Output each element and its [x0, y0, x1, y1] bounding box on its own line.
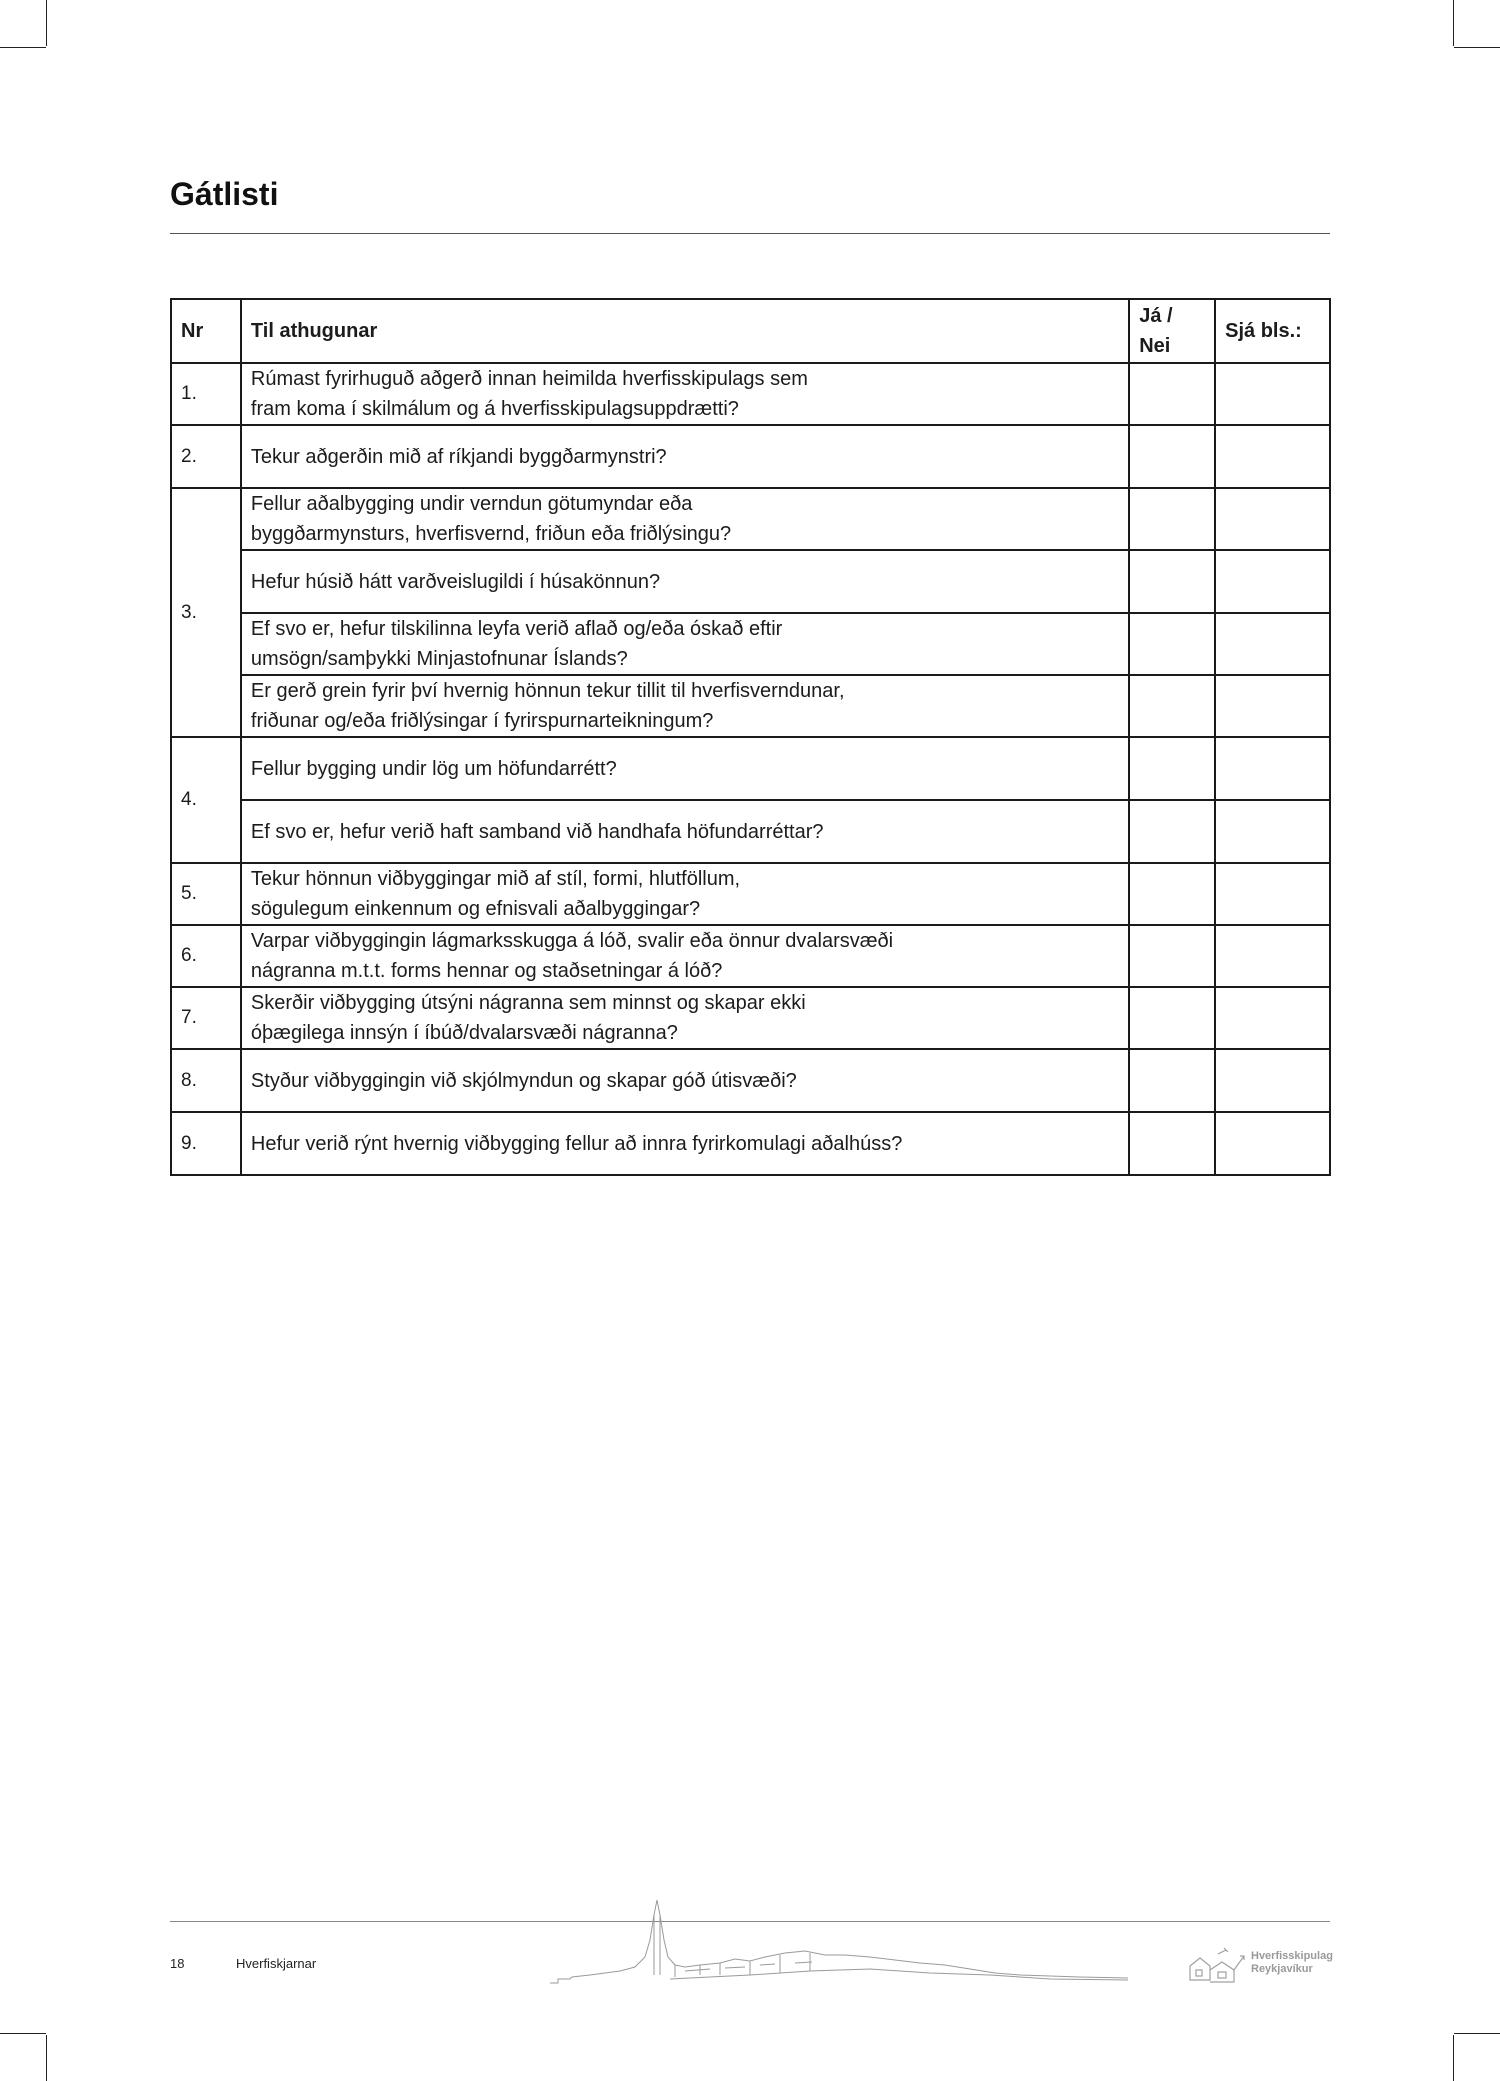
checklist-table — [170, 298, 1331, 1176]
page-number: 18 — [170, 1956, 185, 1971]
sja-bls-cell[interactable] — [1215, 425, 1330, 488]
table-row — [171, 675, 1330, 737]
table-row — [171, 550, 1330, 613]
table-row — [171, 425, 1330, 488]
item-question — [241, 550, 1129, 613]
ja-nei-cell[interactable] — [1129, 488, 1215, 550]
logo-line-1: Hverfisskipulag — [1251, 1950, 1333, 1962]
item-question — [241, 675, 1129, 737]
table-row — [171, 987, 1330, 1049]
ja-nei-cell[interactable] — [1129, 800, 1215, 863]
sja-bls-cell[interactable] — [1215, 863, 1330, 925]
sja-bls-cell[interactable] — [1215, 1049, 1330, 1112]
question-line: nágranna m.t.t. forms hennar og staðsetningar á lóð? — [250, 960, 723, 982]
question-line: byggðarmynsturs, hverfisvernd, friðun eða friðlýsingu? — [250, 523, 732, 545]
sja-bls-cell[interactable] — [1215, 800, 1330, 863]
crop-mark — [0, 47, 46, 48]
logo-line-2: Reykjavíkur — [1251, 1963, 1313, 1975]
table-row — [171, 800, 1330, 863]
item-question — [241, 1112, 1129, 1175]
header-ja-nei — [1129, 299, 1215, 363]
sja-bls-cell[interactable] — [1215, 675, 1330, 737]
item-question — [241, 737, 1129, 800]
sja-bls-cell[interactable] — [1215, 987, 1330, 1049]
question-line: Fellur aðalbygging undir verndun götumyndar eða — [250, 493, 693, 515]
item-number: 5. — [171, 863, 241, 925]
crop-mark — [1454, 47, 1500, 48]
sja-bls-cell[interactable] — [1215, 613, 1330, 675]
table-header-row — [171, 299, 1330, 363]
item-question — [241, 987, 1129, 1049]
ja-nei-cell[interactable] — [1129, 1112, 1215, 1175]
page-title: Gátlisti — [170, 176, 279, 212]
question-line: fram koma í skilmálum og á hverfisskipulagsuppdrætti? — [250, 398, 739, 420]
table-row — [171, 737, 1330, 800]
ja-nei-cell[interactable] — [1129, 925, 1215, 987]
item-number: 7. — [171, 987, 241, 1049]
question-line: Tekur aðgerðin mið af ríkjandi byggðarmynstri? — [250, 445, 667, 468]
ja-nei-cell[interactable] — [1129, 1049, 1215, 1112]
footer-section-title: Hverfiskjarnar — [236, 1956, 317, 1971]
item-question — [241, 613, 1129, 675]
item-question — [241, 800, 1129, 863]
logo-text — [1251, 1950, 1333, 1976]
question-line: Skerðir viðbygging útsýni nágranna sem minnst og skapar ekki — [250, 992, 806, 1014]
item-number: 6. — [171, 925, 241, 987]
question-line: friðunar og/eða friðlýsingar í fyrirspurnarteikningum? — [250, 710, 714, 732]
crop-mark — [46, 2035, 47, 2081]
header-til-athugunar: Til athugunar — [241, 299, 1129, 363]
item-number: 8. — [171, 1049, 241, 1112]
sja-bls-cell[interactable] — [1215, 550, 1330, 613]
question-line: Styður viðbyggingin við skjólmyndun og skapar góð útisvæði? — [250, 1069, 797, 1092]
table-row — [171, 1049, 1330, 1112]
question-line: Er gerð grein fyrir því hvernig hönnun tekur tillit til hverfisverndunar, — [250, 680, 845, 702]
question-line: Ef svo er, hefur verið haft samband við handhafa höfundarréttar? — [250, 820, 824, 843]
hverfisskipulag-logo-icon — [1188, 1946, 1248, 1984]
crop-mark — [46, 0, 47, 46]
ja-nei-cell[interactable] — [1129, 550, 1215, 613]
ja-nei-cell[interactable] — [1129, 363, 1215, 425]
crop-mark — [1453, 2035, 1454, 2081]
ja-nei-cell[interactable] — [1129, 613, 1215, 675]
item-question — [241, 425, 1129, 488]
question-line: Rúmast fyrirhuguð aðgerð innan heimilda hverfisskipulags sem — [250, 368, 808, 390]
question-line: Hefur verið rýnt hvernig viðbygging fellur að innra fyrirkomulagi aðalhúss? — [250, 1132, 903, 1155]
reykjavik-skyline-icon — [550, 1895, 1130, 1987]
table-row — [171, 1112, 1330, 1175]
sja-bls-cell[interactable] — [1215, 737, 1330, 800]
header-nr: Nr — [171, 299, 241, 363]
question-line: Ef svo er, hefur tilskilinna leyfa verið aflað og/eða óskað eftir — [250, 618, 783, 640]
header-sja-bls: Sjá bls.: — [1215, 299, 1330, 363]
table-row — [171, 863, 1330, 925]
table-row — [171, 488, 1330, 550]
item-number: 4. — [171, 737, 241, 863]
item-number: 1. — [171, 363, 241, 425]
sja-bls-cell[interactable] — [1215, 488, 1330, 550]
item-number: 9. — [171, 1112, 241, 1175]
table-row — [171, 613, 1330, 675]
table-row — [171, 925, 1330, 987]
title-divider — [170, 233, 1330, 234]
question-line: Varpar viðbyggingin lágmarksskugga á lóð, svalir eða önnur dvalarsvæði — [250, 930, 894, 952]
question-line: óþægilega innsýn í íbúð/dvalarsvæði nágranna? — [250, 1022, 678, 1044]
question-line: umsögn/samþykki Minjastofnunar Íslands? — [250, 648, 628, 670]
ja-nei-cell[interactable] — [1129, 675, 1215, 737]
ja-nei-cell[interactable] — [1129, 425, 1215, 488]
ja-nei-cell[interactable] — [1129, 863, 1215, 925]
item-question — [241, 863, 1129, 925]
item-number: 3. — [171, 488, 241, 737]
header-nei-line: Nei — [1139, 335, 1171, 357]
crop-mark — [1453, 0, 1454, 46]
sja-bls-cell[interactable] — [1215, 1112, 1330, 1175]
header-ja-line: Já / — [1139, 305, 1173, 327]
table-row — [171, 363, 1330, 425]
crop-mark — [0, 2033, 46, 2034]
item-question — [241, 925, 1129, 987]
sja-bls-cell[interactable] — [1215, 925, 1330, 987]
item-number: 2. — [171, 425, 241, 488]
sja-bls-cell[interactable] — [1215, 363, 1330, 425]
item-question — [241, 363, 1129, 425]
ja-nei-cell[interactable] — [1129, 987, 1215, 1049]
item-question — [241, 1049, 1129, 1112]
item-question — [241, 488, 1129, 550]
question-line: sögulegum einkennum og efnisvali aðalbyggingar? — [250, 898, 701, 920]
question-line: Fellur bygging undir lög um höfundarrétt? — [250, 757, 617, 780]
ja-nei-cell[interactable] — [1129, 737, 1215, 800]
question-line: Hefur húsið hátt varðveislugildi í húsakönnun? — [250, 570, 661, 593]
crop-mark — [1454, 2033, 1500, 2034]
question-line: Tekur hönnun viðbyggingar mið af stíl, formi, hlutföllum, — [250, 868, 741, 890]
